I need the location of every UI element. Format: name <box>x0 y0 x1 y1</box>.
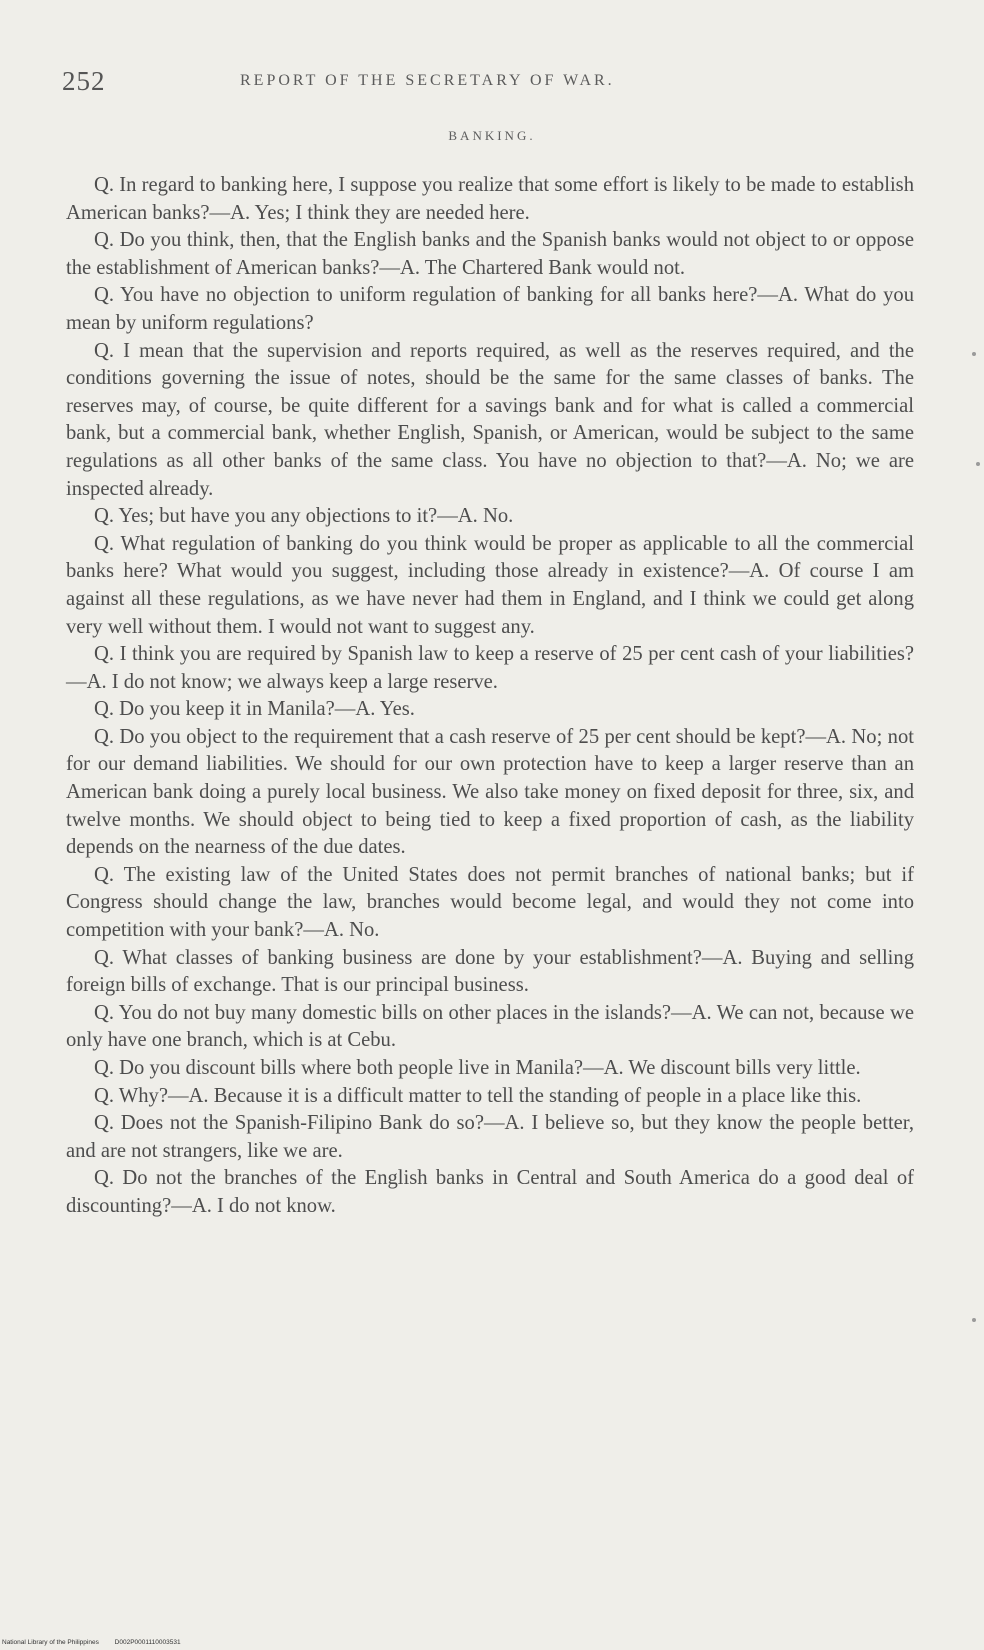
paragraph: Q. Do you think, then, that the English banks and the Spanish banks would not object to or oppose the establishment of American banks?—A. The Chartered Bank would not. <box>66 229 914 279</box>
paragraph: Q. What regulation of banking do you think would be proper as applicable to all the commercial banks here? What would you suggest, including those already in existence?—A. Of course I am against all these regulations, as we have never had them in England, and I think we could get along very well without them. I would not want to suggest any. <box>66 532 914 638</box>
page-number: 252 <box>62 66 106 96</box>
paragraph: Q. You have no objection to uniform regulation of banking for all banks here?—A. What do you mean by uniform regulations? <box>66 284 914 334</box>
scan-footer <box>2 1639 195 1646</box>
paragraph: Q. What classes of banking business are done by your establishment?—A. Buying and selling foreign bills of exchange. That is our principal business. <box>66 946 914 997</box>
paragraph: Q. Do not the branches of the English banks in Central and South America do a good deal of discounting?—A. I do not know. <box>66 1167 914 1217</box>
paragraph: Q. I think you are required by Spanish law to keep a reserve of 25 per cent cash of your liabilities?—A. I do not know; we always keep a large reserve. <box>66 643 914 693</box>
paragraph: Q. Yes; but have you any objections to it?—A. No. <box>94 505 514 528</box>
margin-mark <box>972 352 976 356</box>
body-text <box>66 172 914 1221</box>
paragraph: Q. Why?—A. Because it is a difficult matter to tell the standing of people in a place like this. <box>94 1084 862 1107</box>
footer-source: National Library of the Philippines <box>2 1639 99 1646</box>
paragraph: Q. Do you keep it in Manila?—A. Yes. <box>94 698 415 721</box>
paragraph: Q. The existing law of the United States does not permit branches of national banks; but if Congress should change the law, branches would become legal, and would they not come into competition with your bank?—A. No. <box>66 863 914 942</box>
paragraph: Q. Do you discount bills where both people live in Manila?—A. We discount bills very little. <box>94 1057 861 1079</box>
section-title: BANKING. <box>448 128 536 143</box>
footer-identifier: D002P0001110003531 <box>114 1639 181 1646</box>
running-head: REPORT OF THE SECRETARY OF WAR. <box>240 72 615 89</box>
paragraph: Q. Do you object to the requirement that a cash reserve of 25 per cent should be kept?—A. No; not for our demand liabilities. We should for our own protection have to keep a larger reserve than an American bank doing a purely local business. We also take money on fixed deposit for three, six, and twelve months. We should object to being tied to keep a fixed proportion of cash, as the liability depends on the nearness of the due dates. <box>66 725 914 859</box>
margin-mark <box>976 462 980 466</box>
margin-mark <box>972 1318 976 1322</box>
paragraph: Q. Does not the Spanish-Filipino Bank do so?—A. I believe so, but they know the people better, and are not strangers, like we are. <box>66 1112 914 1162</box>
paragraph: Q. You do not buy many domestic bills on other places in the islands?—A. We can not, because we only have one branch, which is at Cebu. <box>66 1001 914 1052</box>
paragraph: Q. In regard to banking here, I suppose you realize that some effort is likely to be made to establish American banks?—A. Yes; I think they are needed here. <box>66 174 914 224</box>
paragraph: Q. I mean that the supervision and reports required, as well as the reserves required, and the conditions governing the issue of notes, should be the same for the same classes of banks. The reserves may, of course, be quite different for a savings bank and for what is called a commercial bank, but a commercial bank, whether English, Spanish, or American, would be subject to the same regulations as all other banks of the same class. You have no objection to that?—A. No; we are inspected already. <box>66 339 914 500</box>
